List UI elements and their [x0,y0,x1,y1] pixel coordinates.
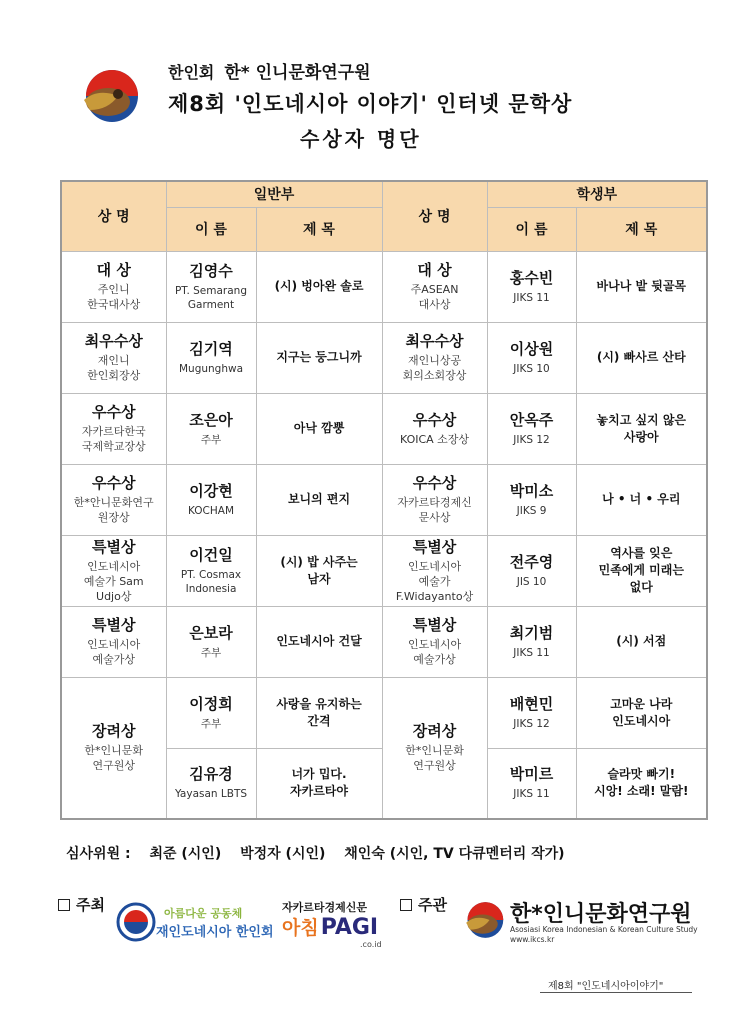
student-name-cell [487,393,576,464]
general-name-cell-sub: Mugunghwa [178,362,244,375]
general-work-cell [256,322,382,393]
general-name-cell [166,677,256,748]
general-name-cell [166,322,256,393]
student-award-cell-main: 최우수상 [405,332,464,350]
general-award-cell-sub: 한*인니문화 연구원상 [84,744,144,773]
student-name-cell-main: 박미르 [509,765,554,784]
student-award-cell-main: 우수상 [412,410,457,429]
org-line [168,58,371,83]
judge-1: 최준 (시인) [149,846,222,862]
student-work-cell-text: 슬라맛 빠기! 시앙! 소래! 말람! [594,767,689,799]
organizer-name: 한*인니문화연구원 [510,902,692,927]
judge-2: 박정자 (시인) [240,846,326,862]
host-label-text: 주최 [76,896,105,914]
general-name-cell-sub: PT. Cosmax Indonesia [180,568,242,595]
general-name-cell-main: 이건일 [189,545,233,564]
general-work-cell-text: 아낙 깜뿡 [293,421,345,435]
host-name: 재인도네시아 한인회 [156,925,274,940]
general-name-cell-sub: Yayasan LBTS [174,788,248,801]
student-name-cell-main: 박미소 [509,481,554,500]
student-name-cell-sub: JIKS 10 [513,362,550,375]
student-name-cell [487,677,576,748]
general-name-cell [166,464,256,535]
student-award-cell [382,464,487,535]
general-name-cell-sub: 주부 [200,717,222,730]
general-name-cell [166,748,256,819]
host-label [58,894,105,915]
pagi-newspaper-label: 자카르타경제신문 [282,901,368,914]
student-name-cell-sub: JIKS 11 [513,788,550,801]
student-name-cell-main: 배현민 [509,694,554,713]
general-work-cell-text: 지구는 둥그니까 [276,350,362,364]
general-award-cell [61,464,166,535]
ikcs-logo-icon [462,898,506,942]
student-name-cell [487,748,576,819]
general-award-cell [61,606,166,677]
student-award-cell-sub: 인도네시아 예술가상 [407,638,462,666]
general-work-cell-text: 보니의 편지 [287,492,351,506]
student-award-cell-main: 특별상 [412,616,457,634]
header-name-student: 이 름 [487,207,576,251]
header-name-general: 이 름 [166,207,256,251]
ikcs-logo-icon [78,66,142,126]
student-work-cell [576,677,707,748]
student-work-cell [576,251,707,322]
general-award-cell [61,535,166,606]
student-award-cell-sub: 재인니상공 회의소회장상 [402,354,467,382]
awards-table [60,180,708,820]
general-name-cell [166,393,256,464]
general-award-cell-sub: 인도네시아 예술가 Sam Udjo상 [83,559,144,603]
student-award-cell-sub: 한*인니문화 연구원상 [405,744,464,773]
table-row [61,606,707,677]
student-award-cell-main: 우수상 [412,474,457,492]
general-award-cell-sub: 자카르타한국 국제학교장상 [81,425,146,453]
org-name: 한* 인니문화연구원 [224,63,371,83]
student-award-cell [382,535,487,606]
student-name-cell [487,464,576,535]
student-work-cell-text: 바나나 밭 뒷골목 [596,279,687,293]
general-award-cell-sub: 한*안니문화연구 원장상 [73,496,154,524]
general-award-cell [61,322,166,393]
student-award-cell-sub: 인도네시아 예술가 F.Widayanto상 [395,559,474,603]
header-award-general: 상 명 [61,181,166,251]
host-slogan: 아름다운 공동체 [164,907,243,920]
general-award-cell-main: 대 상 [96,261,131,279]
page-subtitle: 수상자 명단 [300,127,422,151]
header-title-general: 제 목 [256,207,382,251]
header-group-general: 일반부 [166,181,382,207]
general-name-cell-main: 이강현 [189,481,233,500]
pagi-brand [282,913,378,940]
header-group-student: 학생부 [487,181,707,207]
general-work-cell [256,393,382,464]
org-short: 한인회 [168,63,215,82]
general-award-cell-main: 최우수상 [84,332,143,350]
student-award-cell-sub: KOICA 소장상 [399,432,470,446]
general-name-cell-main: 이정희 [189,694,233,713]
judge-3: 채인숙 (시인, TV 다큐멘터리 작가) [344,846,565,862]
general-name-cell [166,535,256,606]
student-name-cell-main: 이상원 [509,339,554,358]
student-award-cell-sub: 주ASEAN 대사상 [410,283,459,311]
student-name-cell-main: 홍수빈 [509,268,554,287]
general-award-cell [61,393,166,464]
student-work-cell [576,322,707,393]
checkbox-icon [400,899,412,911]
student-name-cell [487,322,576,393]
general-name-cell-main: 조은아 [189,410,233,429]
general-award-cell-main: 장려상 [92,722,136,741]
general-work-cell-text: (시) 밥 사주는 남자 [280,554,358,586]
student-award-cell [382,606,487,677]
student-name-cell-sub: JIKS 9 [516,504,547,517]
student-work-cell-text: (시) 서점 [616,634,667,648]
student-work-cell-text: (시) 빠사르 산타 [596,350,686,364]
judges-line [66,843,579,863]
student-name-cell-main: 최기범 [509,623,554,642]
general-work-cell [256,464,382,535]
student-work-cell [576,535,707,606]
pagi-domain: .co.id [360,940,382,949]
general-award-cell-main: 특별상 [92,537,136,556]
student-work-cell [576,748,707,819]
organizer-label [400,894,447,915]
general-work-cell-text: 사랑을 유지하는 간격 [276,696,362,728]
student-name-cell [487,606,576,677]
general-name-cell-sub: 주부 [200,646,222,659]
student-work-cell-text: 고마운 나라 인도네시아 [610,696,673,728]
student-work-cell [576,393,707,464]
student-name-cell [487,251,576,322]
general-award-cell-sub: 재인니 한인회장상 [87,354,141,382]
student-award-cell-sub: 자카르타경제신 문사상 [397,496,472,524]
student-work-cell-text: 나 • 너 • 우리 [602,492,681,506]
student-award-cell [382,322,487,393]
student-work-cell [576,606,707,677]
general-name-cell [166,606,256,677]
general-name-cell-sub: KOCHAM [187,504,235,517]
general-name-cell-main: 김영수 [189,261,233,280]
table-row [61,677,707,748]
general-name-cell-main: 김유경 [189,765,233,784]
checkbox-icon [58,899,70,911]
award-rows [61,251,707,819]
student-work-cell-text: 놓치고 싶지 않은 사랑아 [596,412,687,444]
student-award-cell-main: 특별상 [412,537,457,556]
general-award-cell [61,251,166,322]
general-work-cell [256,606,382,677]
table-row [61,251,707,322]
general-award-cell [61,677,166,819]
table-row [61,464,707,535]
general-award-cell-sub: 인도네시아 예술가상 [87,638,141,666]
student-award-cell [382,251,487,322]
general-work-cell-text: 인도네시아 건달 [276,634,362,648]
general-award-cell-sub: 주인니 한국대사상 [87,283,141,311]
table-row [61,393,707,464]
table-row [61,322,707,393]
judges-label: 심사위원 : [66,846,131,862]
student-award-cell [382,677,487,819]
student-name-cell-sub: JIKS 12 [513,433,550,446]
general-name-cell-sub: 주부 [200,433,222,446]
page-title: 제8회 '인도네시아 이야기' 인터넷 문학상 [168,92,573,116]
general-work-cell-text: (시) 벙아완 솔로 [274,279,364,293]
general-work-cell [256,677,382,748]
korean-association-logo-icon [116,902,156,942]
student-name-cell-sub: JIKS 11 [513,646,550,659]
student-name-cell-sub: JIKS 12 [513,717,550,730]
general-name-cell-main: 김기역 [189,339,233,358]
organizer-url: www.ikcs.kr [510,935,555,944]
header-award-student: 상 명 [382,181,487,251]
general-name-cell-sub: PT. Semarang Garment [174,284,248,311]
general-work-cell [256,748,382,819]
general-name-cell-main: 은보라 [189,623,233,642]
organizer-subtitle: Asosiasi Korea Indonesian & Korean Culture Study [510,925,698,934]
student-award-cell-main: 장려상 [412,722,457,741]
general-award-cell-main: 특별상 [92,616,136,634]
student-work-cell [576,464,707,535]
general-work-cell [256,535,382,606]
footer-rule [540,992,692,993]
student-name-cell [487,535,576,606]
table-row [61,535,707,606]
pagi-kr: 아침 [282,917,319,939]
general-work-cell-text: 너가 밉다. 자카르타야 [290,767,348,799]
general-name-cell [166,251,256,322]
student-name-cell-sub: JIKS 11 [513,291,550,304]
footer-note: 제8회 "인도네시아이야기" [548,981,664,992]
student-name-cell-sub: JIS 10 [516,575,547,588]
student-name-cell-main: 전주영 [509,552,554,571]
student-name-cell-main: 안옥주 [509,410,554,429]
student-work-cell-text: 역사를 잊은 민족에게 미래는 없다 [598,546,684,594]
student-award-cell [382,393,487,464]
student-award-cell-main: 대 상 [417,261,452,279]
organizer-label-text: 주관 [418,896,447,914]
general-work-cell [256,251,382,322]
pagi-en: PAGI [320,915,379,940]
awards-table-wrap [60,180,706,820]
general-award-cell-main: 우수상 [92,474,136,492]
general-award-cell-main: 우수상 [92,403,136,421]
header-title-student: 제 목 [576,207,707,251]
